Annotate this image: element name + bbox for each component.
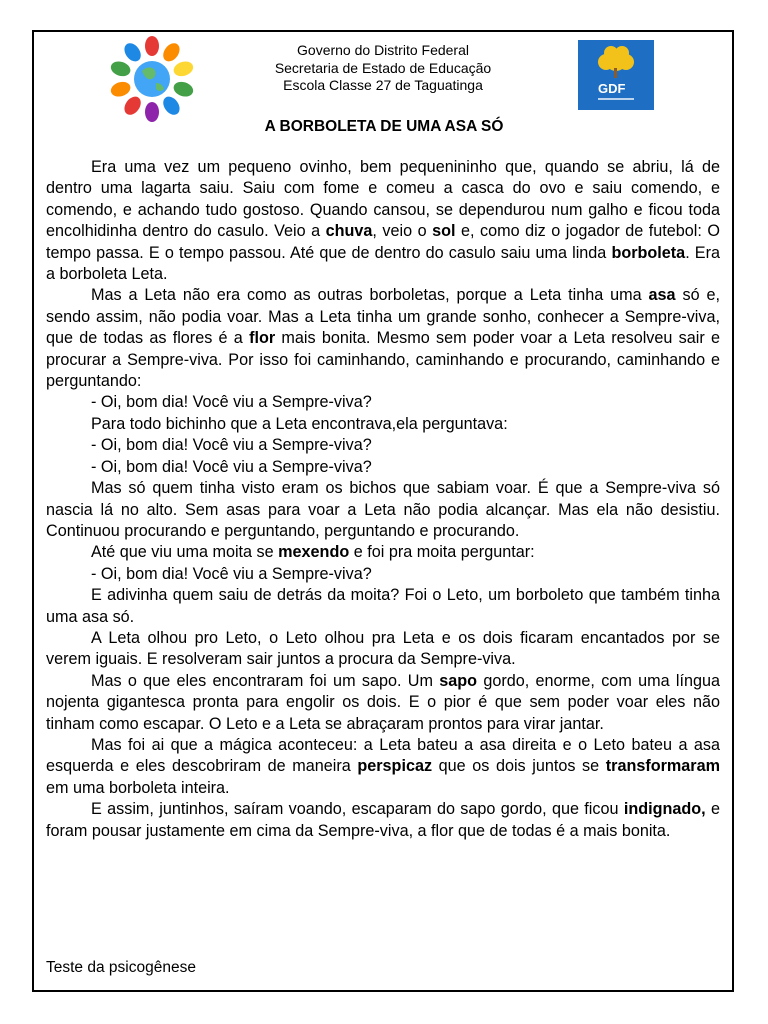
bold-word: transformaram bbox=[605, 757, 721, 776]
bold-word: asa bbox=[648, 286, 676, 305]
header-line-government: Governo do Distrito Federal bbox=[297, 42, 469, 58]
dialogue-line: - Oi, bom dia! Você viu a Sempre-viva? bbox=[91, 564, 372, 583]
gdf-label: GDF bbox=[598, 81, 626, 96]
paragraph-7: A Leta olhou pro Leto, o Leto olhou pra Leta e os dois ficaram encantados por se verem iguais. E resolveram sair juntos a procura da Sempre-viva. bbox=[46, 628, 720, 669]
paragraph-5: Até que viu uma moita se mexendo e foi pra moita perguntar: bbox=[91, 543, 535, 562]
story-title: A BORBOLETA DE UMA ASA SÓ bbox=[264, 118, 504, 135]
dialogue-line: - Oi, bom dia! Você viu a Sempre-viva? bbox=[91, 457, 372, 476]
paragraph-9: Mas foi ai que a mágica aconteceu: a Leta bateu a asa direita e o Leto bateu a asa esquerda e eles descobriram de maneira perspicaz que os dois juntos se transformaram em uma borboleta inteira. bbox=[46, 735, 721, 797]
header-line-school: Escola Classe 27 de Taguatinga bbox=[283, 77, 483, 93]
gdf-logo bbox=[578, 40, 654, 110]
paragraph-4: Mas só quem tinha visto eram os bichos que sabiam voar. É que a Sempre-viva só nascia lá no alto. Sem asas para voar a Leta não podia alcançar. Mas ela não desistiu. Continuou procurando e perguntando, perguntando e procurando. bbox=[46, 479, 720, 540]
paragraph-8: Mas o que eles encontraram foi um sapo. Um sapo gordo, enorme, com uma língua nojenta gigantesca pronta para engolir os dois. E o pior é que sem poder voar eles não tinham como escapar. O Leto e a Leta se abraçaram prontos para virar jantar. bbox=[46, 671, 720, 733]
bold-word: perspicaz bbox=[357, 757, 433, 776]
header-line-secretariat: Secretaria de Estado de Educação bbox=[274, 59, 492, 76]
story-body bbox=[46, 157, 720, 842]
bold-word: indignado, bbox=[623, 800, 706, 819]
footer-note: Teste da psicogênese bbox=[46, 959, 196, 976]
school-hands-logo bbox=[106, 36, 198, 122]
paragraph-3: Para todo bichinho que a Leta encontrava,ela perguntava: bbox=[91, 414, 508, 433]
bold-word: chuva bbox=[325, 222, 373, 241]
paragraph-2: Mas a Leta não era como as outras borboletas, porque a Leta tinha uma asa só e, sendo assim, não podia voar. Mas a Leta tinha um grande sonho, conhecer a Sempre-viva, que de todas as flores é a flor mais bonita. Mesmo sem poder voar a Leta resolveu sair e procurar a Sempre-viva. Por isso foi caminhando, caminhando e procurando, caminhando e perguntando: bbox=[46, 286, 720, 391]
dialogue-line: - Oi, bom dia! Você viu a Sempre-viva? bbox=[91, 393, 372, 412]
bold-word: sol bbox=[432, 222, 456, 241]
dialogue-line: - Oi, bom dia! Você viu a Sempre-viva? bbox=[91, 436, 372, 455]
institution-header bbox=[200, 42, 566, 95]
paragraph-6: E adivinha quem saiu de detrás da moita? Foi o Leto, um borboleto que também tinha uma asa só. bbox=[46, 586, 720, 626]
paragraph-1: Era uma vez um pequeno ovinho, bem pequenininho que, quando se abriu, lá de dentro uma lagarta saiu. Saiu com fome e comeu a casca do ovo e saiu comendo, e comendo, e achando tudo gostoso. Quando cansou, se dependurou num galho e ficou toda encolhidinha dentro do casulo. Veio a chuva, veio o sol e, como diz o jogador de futebol: O tempo passa. E o tempo passou. Até que de dentro do casulo saiu uma linda borboleta. Era a borboleta Leta. bbox=[46, 158, 720, 284]
paragraph-10: E assim, juntinhos, saíram voando, escaparam do sapo gordo, que ficou indignado, e foram pousar justamente em cima da Sempre-viva, a flor que de todas é a mais bonita. bbox=[46, 800, 720, 840]
bold-word: borboleta bbox=[611, 243, 686, 262]
bold-word: mexendo bbox=[278, 543, 350, 562]
bold-word: sapo bbox=[439, 671, 478, 690]
bold-word: flor bbox=[249, 329, 276, 348]
